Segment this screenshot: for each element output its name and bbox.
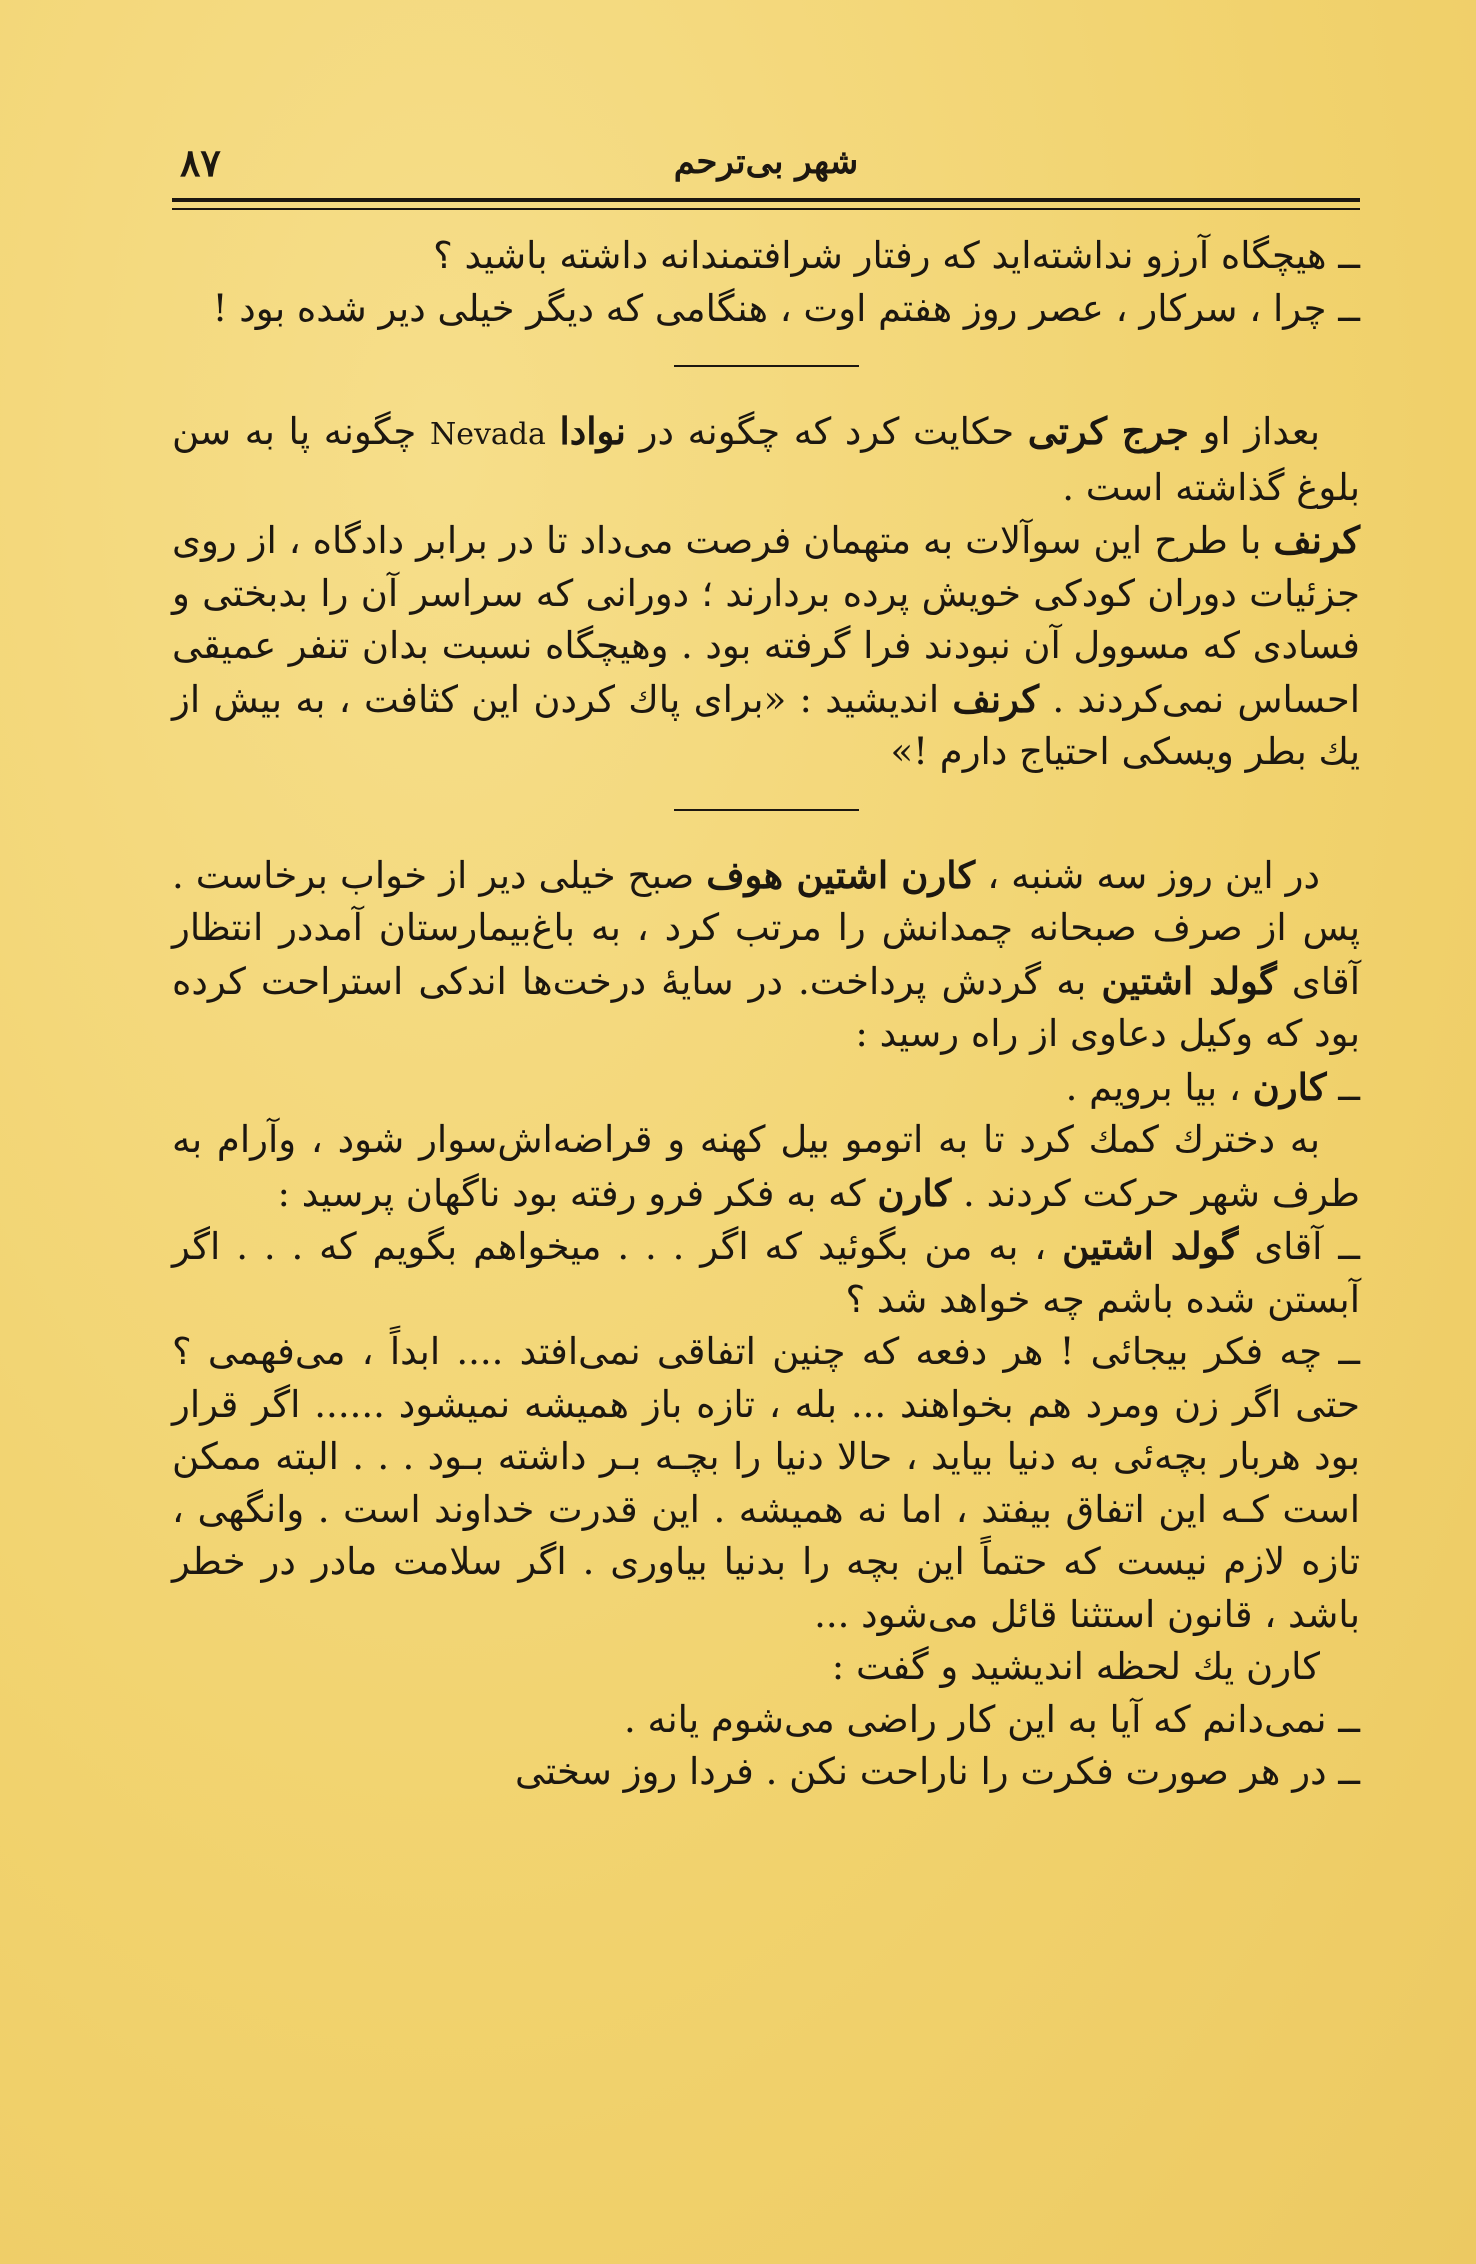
- paragraph: [172, 405, 1360, 514]
- page-body: [172, 230, 1360, 1799]
- name-bold: کارن: [877, 1170, 952, 1215]
- text-run: چگونه پا به سن بلوغ گذاشته است .: [172, 410, 1360, 509]
- text-run: ــ آقای: [1238, 1225, 1360, 1268]
- running-title: شهر بی‌ترحم: [673, 142, 859, 182]
- paragraph: ــ نمی‌دانم که آیا به این کار راضی می‌شوم یانه .: [624, 1697, 1360, 1741]
- text-run: صبح خیلی دیر از خواب برخاست . پس از صرف صبحانه چمدانش را مرتب کرد ، به باغ‌بیمارستان آمددر انتظار آقای: [172, 853, 1361, 1003]
- paragraph: [172, 514, 1360, 779]
- paragraph: کارن یك لحظه اندیشید و گفت :: [831, 1645, 1320, 1688]
- text-run: به گردش پرداخت. در سایهٔ درخت‌ها اندکی استراحت کرده بود که وکیل دعاوی از راه رسید :: [172, 959, 1360, 1055]
- latin-word: Nevada: [429, 417, 546, 452]
- section-separator: [674, 809, 859, 811]
- name-bold: جرج کرتی: [1027, 409, 1189, 453]
- paragraph: [172, 1114, 1360, 1220]
- paragraph: [172, 1220, 1360, 1326]
- text-run: ــ: [1326, 1065, 1360, 1109]
- text-run: اندیشید : «برای پاك کردن این کثافت ، به بیش از یك بطر ویسکی احتیاج دارم !»: [172, 677, 1360, 773]
- text-run: حکایت کرد که چگونه در: [625, 410, 1028, 453]
- paragraph: ــ چرا ، سرکار ، عصر روز هفتم اوت ، هنگامی که دیگر خیلی دیر شده بود !: [212, 286, 1360, 330]
- header-rule-thin: [172, 208, 1360, 210]
- text-run: در این روز سه شنبه ،: [975, 853, 1320, 897]
- name-bold: نوادا: [559, 409, 626, 453]
- book-page: [172, 120, 1360, 2230]
- paragraph: [172, 1061, 1360, 1115]
- paragraph: ــ چه فکر بیجائی ! هر دفعه که چنین اتفاقی نمی‌افتد .... ابداً ، می‌فهمی ؟ حتی اگر زن ومرد هم بخواهند ... بله ، تازه باز همیشه نمیشود ...... اگر قرار بود هربار بچه‌ئی به دنیا بیاید ، حالا دنیا را بچـه بـر داشته بـود . . . البته ممکن است کـه این اتفاق بیفتد ، اما نه همیشه . این قدرت خداوند است . وانگهی ، تازه لازم نیست که حتماً این بچه را بدنیا بیاوری . اگر سلامت مادر در خطر باشد ، قانون استثنا قائل می‌شود ...: [172, 1330, 1360, 1636]
- text-run: به دخترك کمك کرد تا به اتومو بیل کهنه و قراضه‌اش‌سوار شود ، وآرام به طرف شهر حرکت کردند .: [172, 1118, 1360, 1215]
- header-rule-thick: [172, 198, 1360, 202]
- paragraph: [172, 849, 1360, 1061]
- paragraph: ــ هیچگاه آرزو نداشته‌اید که رفتار شرافتمندانه داشته باشید ؟: [433, 234, 1360, 277]
- section-separator: [674, 365, 859, 367]
- name-bold: کرنف: [1273, 518, 1360, 562]
- page-number: ۸۷: [180, 140, 221, 185]
- name-bold: گولد اشتین: [1101, 958, 1277, 1003]
- name-bold: کارن: [1252, 1064, 1327, 1109]
- text-run: با طرح این سوآلات به متهمان فرصت می‌داد تا در برابر دادگاه ، از روی جزئیات دوران کودکی خویش پرده بردارند ؛ دورانی که سراسر آن را بدبختی و فسادی که مسوول آن نبودند فرا گرفته بود . وهیچگاه نسبت بدان تنفر عمیقی احساس نمی‌کردند .: [172, 519, 1360, 721]
- page-header: [172, 120, 1360, 200]
- paragraph: ــ در هر صورت فکرت را ناراحت نکن . فردا روز سختی: [514, 1750, 1360, 1793]
- text-run: که به فکر فرو رفته بود ناگهان پرسید :: [277, 1171, 878, 1215]
- text-run: ، بیا برویم .: [1065, 1065, 1253, 1109]
- name-bold: کرنف: [952, 676, 1040, 721]
- name-bold: گولد اشتین: [1062, 1224, 1239, 1268]
- name-bold: کارن اشتین هوف: [706, 852, 976, 897]
- text-run: بعداز او: [1188, 410, 1321, 453]
- text-run: ، به من بگوئید که اگر . . . میخواهم بگویم که . . . اگر آبستن شده باشم چه خواهد شد ؟: [172, 1225, 1360, 1321]
